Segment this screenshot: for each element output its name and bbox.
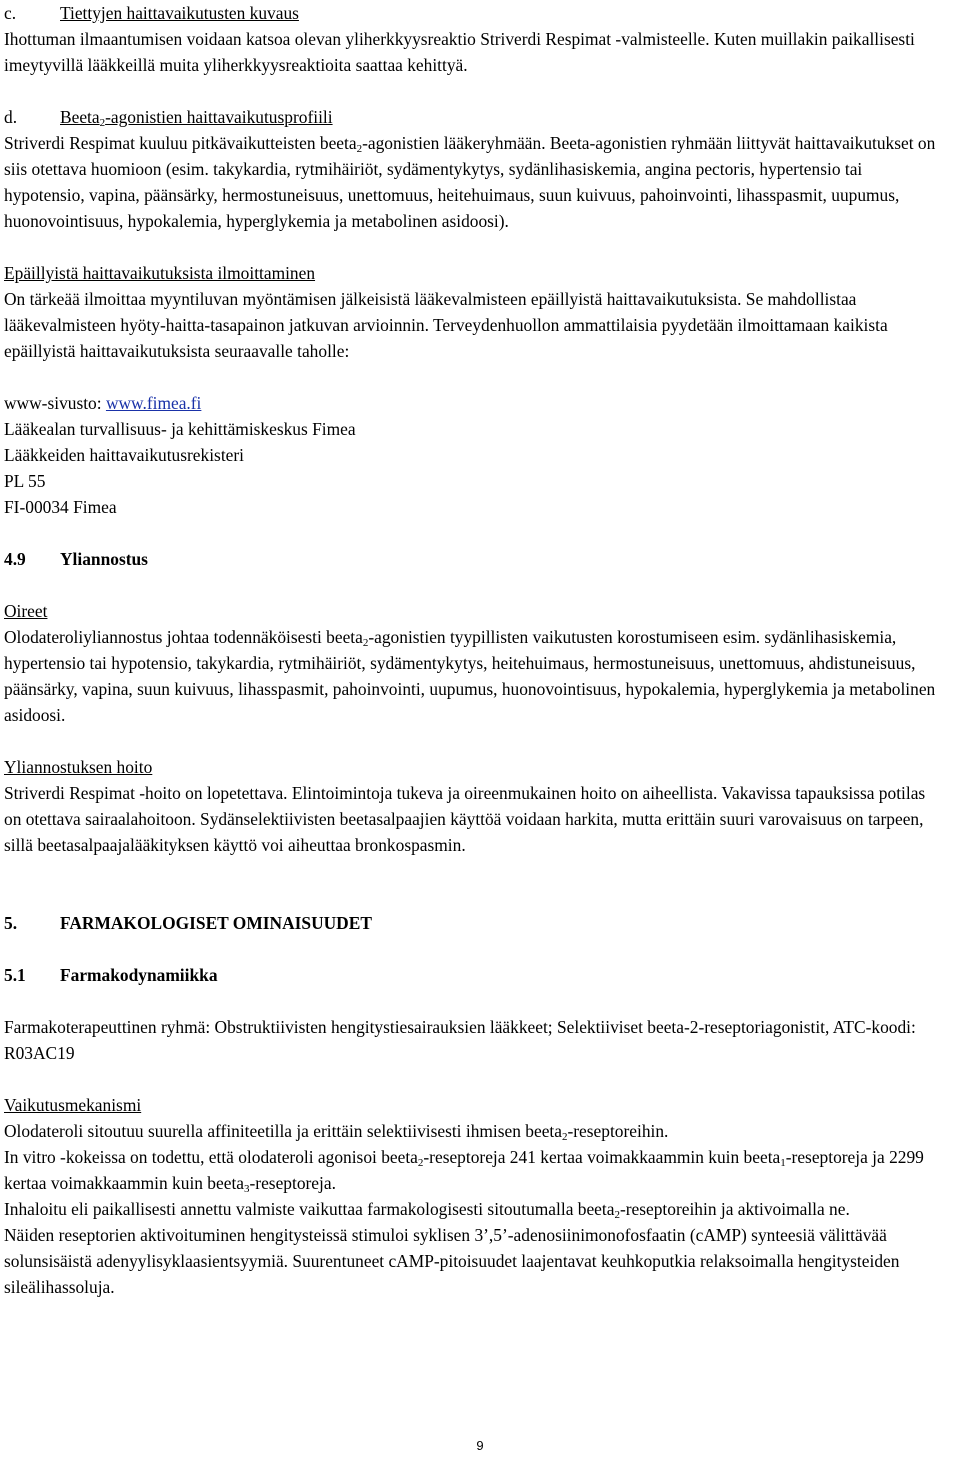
section-d-title: Beeta$_2$-agonistien haittavaikutusprofiili xyxy=(60,107,333,129)
section-d-body: Striverdi Respimat kuuluu pitkävaikutteisten beeta$_2$-agonistien lääkeryhmään. Beeta-agonistien ryhmään liittyvät haittavaikutukset on siis otettava huomioon (esim. takykardia, rytmihäiriöt, sydämentykytys, sydänlihasiskemia, angina pectoris, hypertensio tai hypotensio, vapina, päänsärky, hermostuneisuus, unettomuus, heitehuimaus, suun kuivuus, pahoinvointi, lihasspasmit, uupumus, huonovointisuus, hypokalemia, hyperglykemia ja metabolinen asidoosi). xyxy=(4,133,936,231)
section-5-number: 5. xyxy=(4,913,18,933)
address-line-2: Lääkkeiden haittavaikutusrekisteri xyxy=(4,445,244,465)
section-c-heading xyxy=(4,0,944,26)
symptoms-heading: Oireet xyxy=(4,601,48,621)
section-4-9-title: Yliannostus xyxy=(60,549,148,569)
reporting-website xyxy=(4,390,944,416)
section-d-heading xyxy=(4,104,944,130)
treatment-heading: Yliannostuksen hoito xyxy=(4,757,153,777)
mechanism-heading: Vaikutusmekanismi xyxy=(4,1095,142,1115)
treatment-body: Striverdi Respimat -hoito on lopetettava. Elintoimintoja tukeva ja oireenmukainen hoito on aiheellista. Vakavissa tapauksissa potilas on otettava sairaalahoitoon. Sydänselektiivisten beetasalpaajien käyttöä voidaan harkita, mutta erittäin suuri varovaisuus on tarpeen, sillä beetasalpaajalääkityksen käyttö voi aiheuttaa bronkospasmin. xyxy=(4,783,926,855)
symptoms-body: Olodateroliyliannostus johtaa todennäköisesti beeta$_2$-agonistien tyypillisten vaikutusten korostumiseen esim. sydänlihasiskemia, hypertensio tai hypotensio, takykardia, rytmihäiriöt, sydämentykytys, heitehuimaus, hermostuneisuus, unettomuus, ahdistuneisuus, päänsärky, vapina, suun kuivuus, lihasspasmit, pahoinvointi, uupumus, huonovointisuus, hypokalemia, hyperglykemia ja metabolinen asidoosi. xyxy=(4,627,936,725)
section-4-9-number: 4.9 xyxy=(4,549,26,569)
section-d-letter: d. xyxy=(4,107,18,127)
address-line-4: FI-00034 Fimea xyxy=(4,497,117,517)
section-4-9-heading xyxy=(4,546,944,572)
address-line-1: Lääkealan turvallisuus- ja kehittämiskeskus Fimea xyxy=(4,419,356,439)
document-page xyxy=(4,0,944,1300)
section-5-1-number: 5.1 xyxy=(4,965,26,985)
fimea-link[interactable]: www.fimea.fi xyxy=(105,393,202,413)
reporting-heading: Epäillyistä haittavaikutuksista ilmoittaminen xyxy=(4,263,316,283)
section-c-body: Ihottuman ilmaantumisen voidaan katsoa olevan yliherkkyysreaktio Striverdi Respimat -valmisteelle. Kuten muillakin paikallisesti imeytyvillä lääkkeillä muita yliherkkyysreaktioita saattaa kehittyä. xyxy=(4,29,915,75)
mechanism-para-4: Näiden reseptorien aktivoituminen hengitysteissä stimuloi syklisen 3’,5’-adenosiinimonofosfaatin (cAMP) synteesiä välittävää solunsisäistä adenyylisyklaasientsyymiä. Suurentuneet cAMP-pitoisuudet laajentavat keuhkoputkia relaksoimalla hengitysteiden sileälihassoluja. xyxy=(4,1225,900,1297)
section-c-letter: c. xyxy=(4,3,17,23)
section-5-1-title: Farmakodynamiikka xyxy=(60,965,218,985)
section-5-heading xyxy=(4,910,944,936)
section-5-title: FARMAKOLOGISET OMINAISUUDET xyxy=(60,913,372,933)
reporting-body: On tärkeää ilmoittaa myyntiluvan myöntämisen jälkeisistä lääkevalmisteen epäillyistä haittavaikutuksista. Se mahdollistaa lääkevalmisteen hyöty-haitta-tasapainon jatkuvan arvioinnin. Terveydenhuollon ammattilaisia pyydetään ilmoittamaan kaikista epäillyistä haittavaikutuksista seuraavalle taholle: xyxy=(4,289,888,361)
section-c-title: Tiettyjen haittavaikutusten kuvaus xyxy=(60,3,299,23)
page-number: 9 xyxy=(476,1438,484,1453)
section-5-1-heading xyxy=(4,962,944,988)
website-label: www-sivusto: xyxy=(4,393,106,413)
mechanism-para-2: In vitro -kokeissa on todettu, että olodateroli agonisoi beeta$_2$-reseptoreja 241 kertaa voimakkaammin kuin beeta$_1$-reseptoreja ja 2299 kertaa voimakkaammin kuin beeta$_3$-reseptoreja. xyxy=(4,1147,924,1195)
address-line-3: PL 55 xyxy=(4,471,46,491)
pharmacotherapeutic-group: Farmakoterapeuttinen ryhmä: Obstruktiivisten hengitystiesairauksien lääkkeet; Selektiiviset beeta-2-reseptoriagonistit, ATC-koodi: R03AC19 xyxy=(4,1017,916,1063)
mechanism-para-1: Olodateroli sitoutuu suurella affiniteetilla ja erittäin selektiivisesti ihmisen beeta$_2$-reseptoreihin. xyxy=(4,1121,669,1143)
mechanism-para-3: Inhaloitu eli paikallisesti annettu valmiste vaikuttaa farmakologisesti sitoutumalla beeta$_2$-reseptoreihin ja aktivoimalla ne. xyxy=(4,1199,850,1221)
